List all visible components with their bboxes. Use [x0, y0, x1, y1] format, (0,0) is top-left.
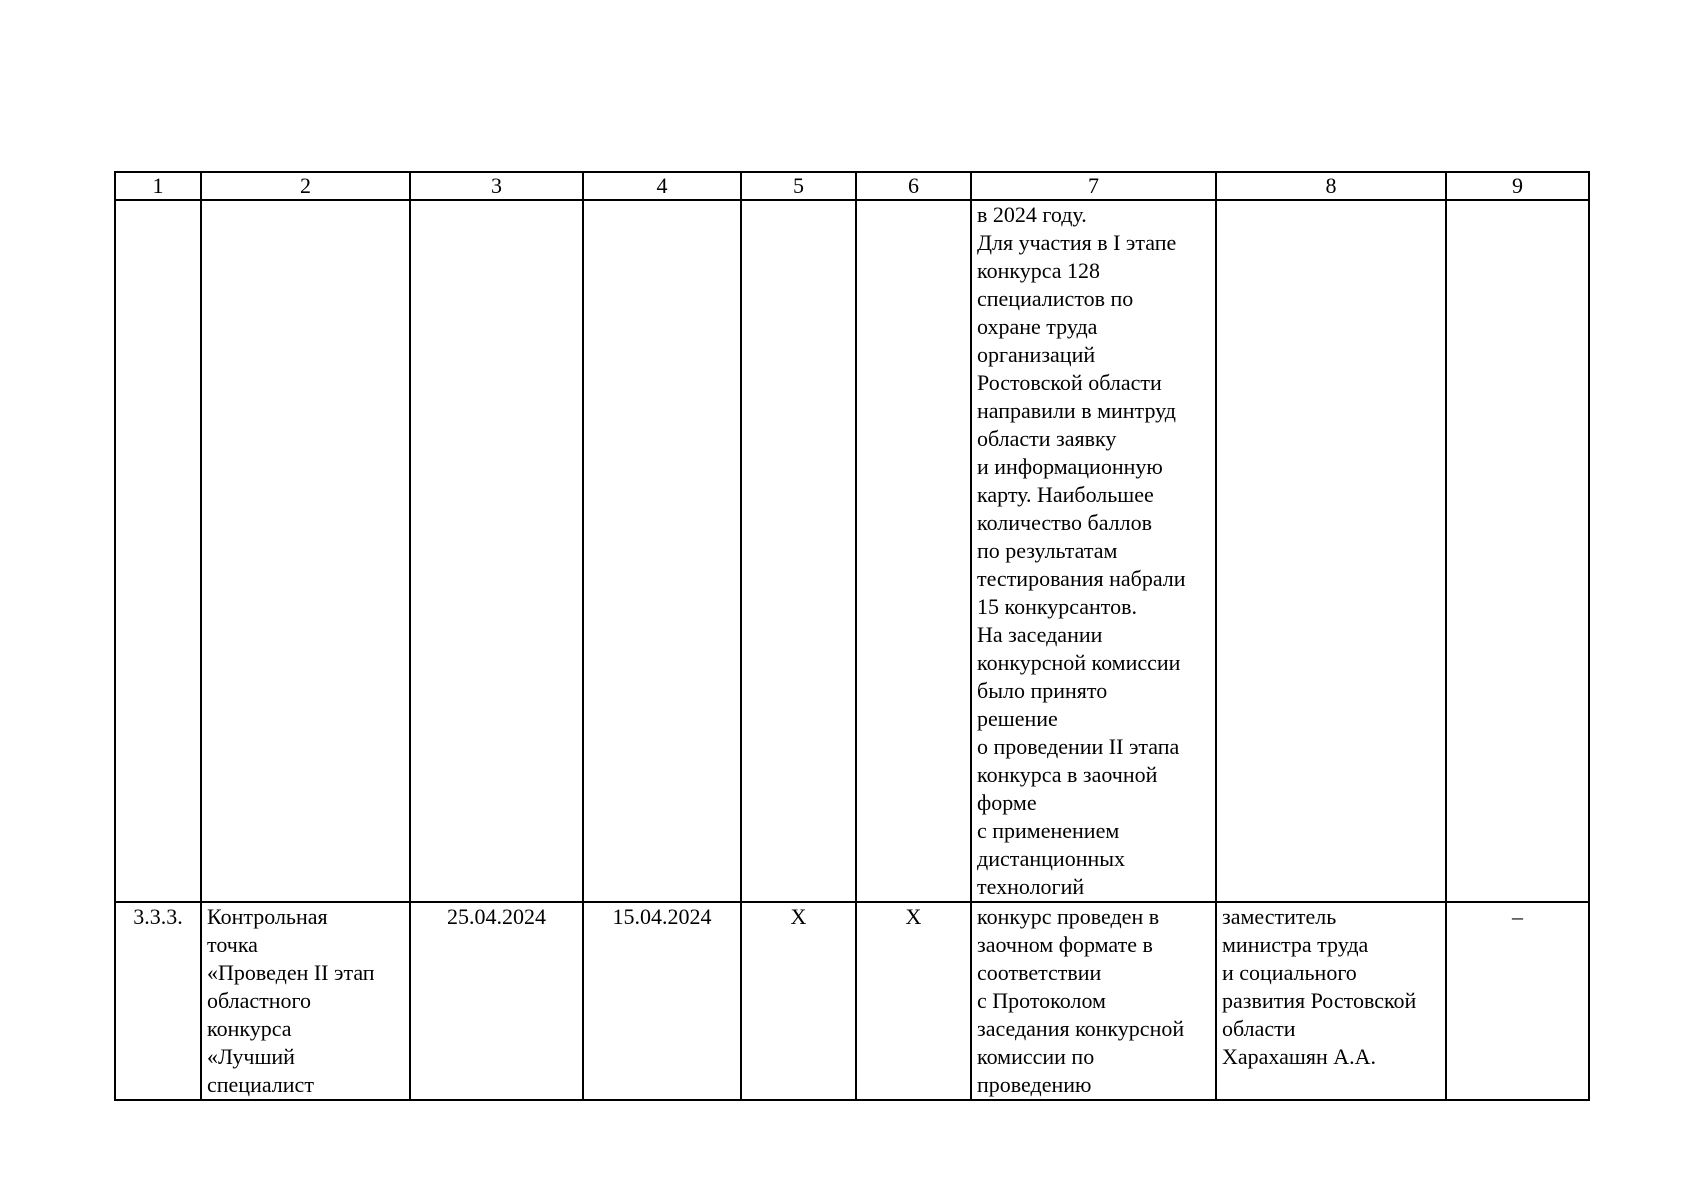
header-cell-8: 8	[1216, 172, 1446, 200]
header-cell-9: 9	[1446, 172, 1589, 200]
table-row	[115, 902, 1589, 1100]
row2-col5-cell: X	[741, 902, 856, 1100]
row2-col6-cell: X	[856, 902, 971, 1100]
row1-actual-date-cell	[583, 200, 741, 902]
row1-plan-date-cell	[410, 200, 583, 902]
row2-actual-date-cell: 15.04.2024	[583, 902, 741, 1100]
header-cell-7: 7	[971, 172, 1216, 200]
header-cell-3: 3	[410, 172, 583, 200]
header-cell-4: 4	[583, 172, 741, 200]
header-cell-5: 5	[741, 172, 856, 200]
row1-responsible-cell	[1216, 200, 1446, 902]
row1-event-cell	[201, 200, 410, 902]
report-table	[114, 171, 1590, 1101]
row1-note-cell	[1446, 200, 1589, 902]
row1-col5-cell	[741, 200, 856, 902]
row2-responsible-cell: заместитель министра труда и социального развития Ростовской области Харахашян А.А.	[1216, 902, 1446, 1100]
row1-result-cell: в 2024 году. Для участия в I этапе конкурса 128 специалистов по охране труда организаций Ростовской области направили в минтруд области заявку и информационную карту. Наибольшее количество баллов по результатам тестирования набрали 15 конкурсантов. На заседании конкурсной комиссии было принято решение о проведении II этапа конкурса в заочной форме с применением дистанционных технологий	[971, 200, 1216, 902]
row2-note-cell: –	[1446, 902, 1589, 1100]
row1-number-cell	[115, 200, 201, 902]
header-cell-2: 2	[201, 172, 410, 200]
header-cell-1: 1	[115, 172, 201, 200]
row2-event-cell: Контрольная точка «Проведен II этап областного конкурса «Лучший специалист	[201, 902, 410, 1100]
row2-plan-date-cell: 25.04.2024	[410, 902, 583, 1100]
header-cell-6: 6	[856, 172, 971, 200]
row2-number-cell: 3.3.3.	[115, 902, 201, 1100]
row1-col6-cell	[856, 200, 971, 902]
table-row	[115, 200, 1589, 902]
row2-result-cell: конкурс проведен в заочном формате в соответствии с Протоколом заседания конкурсной комиссии по проведению	[971, 902, 1216, 1100]
table-header-row	[115, 172, 1589, 200]
